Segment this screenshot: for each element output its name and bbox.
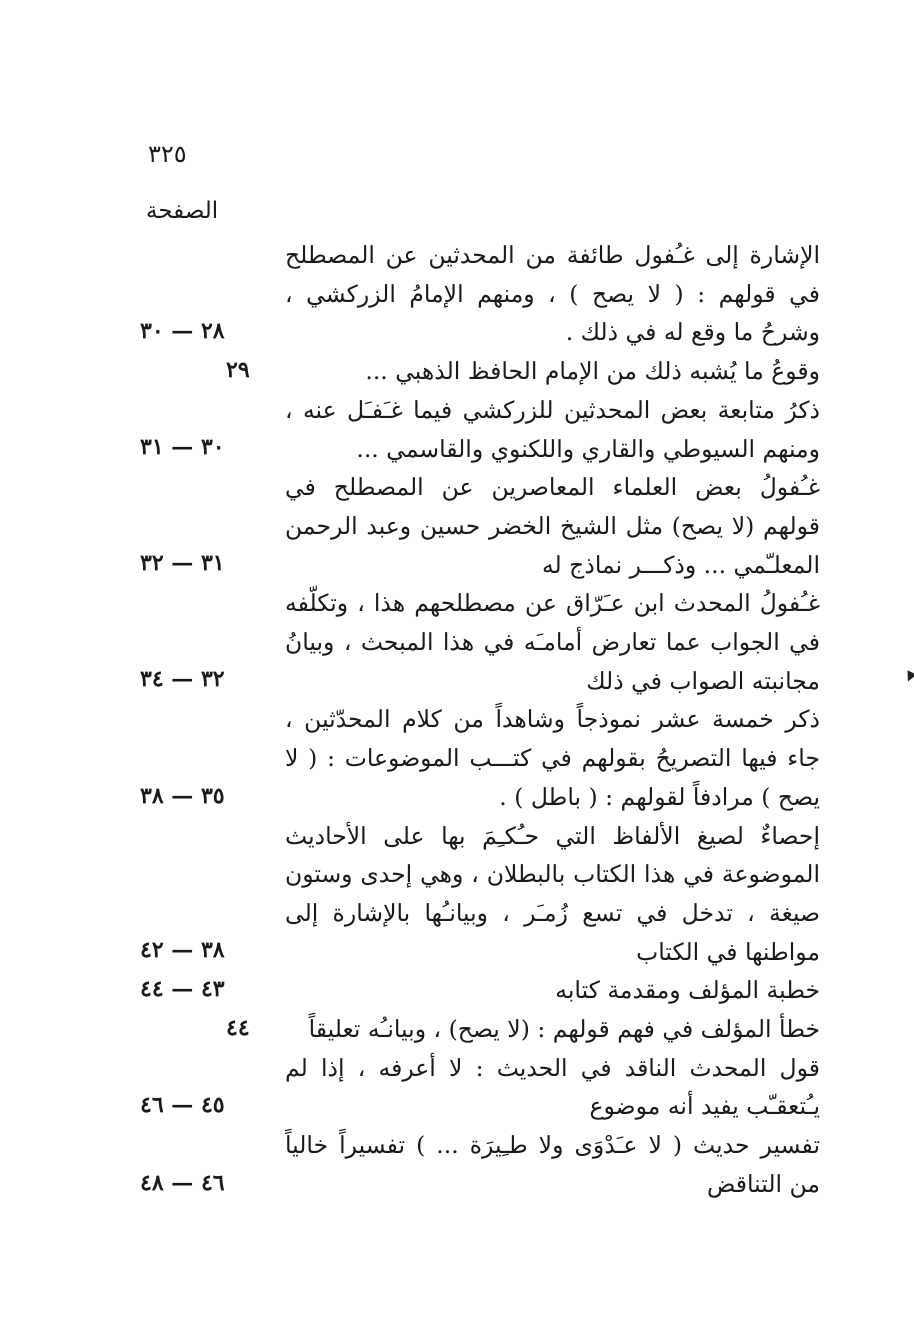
toc-entry xyxy=(140,236,820,352)
toc-entry-pages: ٤٦ — ٤٨ xyxy=(140,1169,225,1196)
toc-entry-text: غـُفولُ المحدث ابن عـَرّاق عن مصطلحهم هذا ، وتكلّفه في الجواب عما تعارض أمامـَه في هذا المبحث ، وبيانُ مجانبته الصواب في ذلك xyxy=(285,589,820,695)
toc-entry-pages: ٤٤ xyxy=(226,1014,250,1041)
column-header-page: الصفحة xyxy=(146,198,219,224)
toc-entry-pages: ٣١ — ٣٢ xyxy=(140,550,225,577)
toc-entry xyxy=(140,391,820,468)
toc-entry xyxy=(140,700,820,816)
toc-entry xyxy=(140,1010,820,1049)
toc-entry-text: غـُفولُ بعض العلماء المعاصرين عن المصطلح في قولهم (لا يصح) مثل الشيخ الخضر حسين وعبد الرحمن المعلـّمي ... وذكـــر نماذج له xyxy=(285,473,820,579)
toc-entry-pages: ٣٥ — ٣٨ xyxy=(140,782,225,809)
scan-edge-mark xyxy=(903,670,914,683)
toc-entry-text: خطأ المؤلف في فهم قولهم : (لا يصح) ، وبيانـُه تعليقاً xyxy=(308,1015,820,1044)
toc-entry-text: إحصاءٌ لصيغ الألفاظ التي حـُكـِمَ بها على الأحاديث الموضوعة في هذا الكتاب بالبطلان ، وهي إحدى وستون صيغة ، تدخل في تسع زُمـَر ، وبيانـُها بالإشارة إلى مواطنها في الكتاب xyxy=(285,821,820,966)
toc-entry-text: الإشارة إلى غـُفول طائفة من المحدثين عن المصطلح في قولهم : ( لا يصح ) ، ومنهم الإمامُ الزركشي ، وشرحُ ما وقع له في ذلك . xyxy=(285,241,820,347)
toc-entry-text: وقوعُ ما يُشبه ذلك من الإمام الحافظ الذهبي ... xyxy=(365,357,820,386)
toc-entry xyxy=(140,971,820,1010)
toc-entry xyxy=(140,1049,820,1126)
toc-entry-pages: ٢٩ xyxy=(226,356,250,383)
toc-entry-pages: ٢٨ — ٣٠ xyxy=(140,318,225,345)
toc-entry xyxy=(140,352,820,391)
toc-entry xyxy=(140,1126,820,1203)
page-number: ٣٢٥ xyxy=(148,140,187,168)
table-of-contents xyxy=(140,236,820,1204)
toc-entry xyxy=(140,817,820,972)
toc-entry-pages: ٣٢ — ٣٤ xyxy=(140,666,225,693)
toc-entry-pages: ٤٣ — ٤٤ xyxy=(140,976,225,1003)
toc-entry-text: ذكر خمسة عشر نموذجاً وشاهداً من كلام المحدّثين ، جاء فيها التصريحُ بقولهم في كتـــب الموضوعات : ( لا يصح ) مرادفاً لقولهم : ( باطل ) . xyxy=(285,705,820,811)
toc-entry xyxy=(140,584,820,700)
toc-entry-text: قول المحدث الناقد في الحديث : لا أعرفه ، إذا لم يـُتعقـّب يفيد أنه موضوع xyxy=(285,1053,820,1121)
toc-entry-text: ذكرُ متابعة بعض المحدثين للزركشي فيما غـَفـَل عنه ، ومنهم السيوطي والقاري واللكنوي والقاسمي ... xyxy=(285,395,820,463)
toc-entry-pages: ٤٥ — ٤٦ xyxy=(140,1092,225,1119)
toc-entry xyxy=(140,468,820,584)
toc-entry-text: تفسير حديث ( لا عـَدْوَى ولا طـِيرَة ... ) تفسيراً خالياً من التناقض xyxy=(285,1131,820,1198)
toc-entry-pages: ٣٠ — ٣١ xyxy=(140,434,225,461)
toc-entry-pages: ٣٨ — ٤٢ xyxy=(140,937,225,964)
toc-entry-text: خطبة المؤلف ومقدمة كتابه xyxy=(555,976,820,1005)
